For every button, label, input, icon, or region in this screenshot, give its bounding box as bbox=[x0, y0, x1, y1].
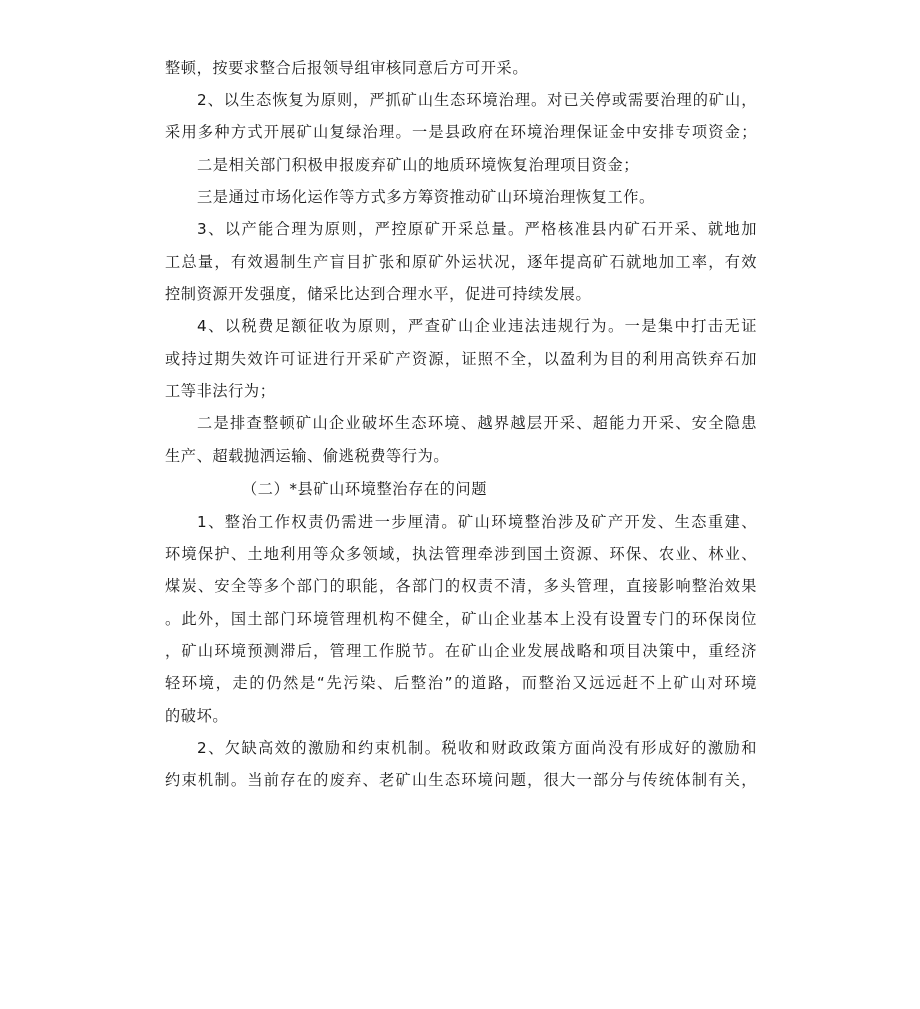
text-line: 环境保护、土地利用等众多领域，执法管理牵涉到国土资源、环保、农业、林业、 bbox=[165, 545, 757, 563]
text-line: 工总量，有效遏制生产盲目扩张和原矿外运状况，逐年提高矿石就地加工率，有效 bbox=[165, 253, 757, 271]
text-line: 3、以产能合理为原则，严控原矿开采总量。严格核准县内矿石开采、就地加 bbox=[197, 220, 757, 238]
text-line: 。此外，国土部门环境管理机构不健全，矿山企业基本上没有设置专门的环保岗位 bbox=[165, 610, 757, 628]
text-line: 轻环境，走的仍然是“先污染、后整治”的道路，而整治又远远赶不上矿山对环境 bbox=[165, 674, 757, 692]
text-line: ，矿山环境预测滞后，管理工作脱节。在矿山企业发展战略和项目决策中，重经济 bbox=[165, 642, 757, 660]
text-line: 2、以生态恢复为原则，严抓矿山生态环境治理。对已关停或需要治理的矿山， bbox=[197, 91, 757, 109]
text-line: 工等非法行为； bbox=[165, 382, 276, 400]
text-line: 生产、超载抛洒运输、偷逃税费等行为。 bbox=[165, 447, 450, 465]
text-line: 4、以税费足额征收为原则，严查矿山企业违法违规行为。一是集中打击无证 bbox=[197, 317, 757, 335]
text-line: 煤炭、安全等多个部门的职能，各部门的权责不清，多头管理，直接影响整治效果 bbox=[165, 577, 757, 595]
text-line: 三是通过市场化运作等方式多方筹资推动矿山环境治理恢复工作。 bbox=[197, 188, 655, 206]
text-line: 或持过期失效许可证进行开采矿产资源，证照不全，以盈利为目的利用高铁弃石加 bbox=[165, 350, 757, 368]
text-line: 1、整治工作权责仍需进一步厘清。矿山环境整治涉及矿产开发、生态重建、 bbox=[197, 513, 757, 531]
text-line: 整顿，按要求整合后报领导组审核同意后方可开采。 bbox=[165, 59, 529, 77]
text-line: 的破坏。 bbox=[165, 707, 229, 725]
section-heading: （二）*县矿山环境整治存在的问题 bbox=[242, 480, 488, 498]
text-line: 采用多种方式开展矿山复绿治理。一是县政府在环境治理保证金中安排专项资金； bbox=[165, 123, 757, 141]
text-line: 二是排查整顿矿山企业破坏生态环境、越界越层开采、超能力开采、安全隐患 bbox=[197, 414, 757, 432]
text-line: 二是相关部门积极申报废弃矿山的地质环境恢复治理项目资金； bbox=[197, 156, 640, 174]
text-line: 2、欠缺高效的激励和约束机制。税收和财政政策方面尚没有形成好的激励和 bbox=[197, 739, 757, 757]
text-line: 控制资源开发强度，储采比达到合理水平，促进可持续发展。 bbox=[165, 285, 592, 303]
text-line: 约束机制。当前存在的废弃、老矿山生态环境问题，很大一部分与传统体制有关， bbox=[165, 771, 757, 789]
